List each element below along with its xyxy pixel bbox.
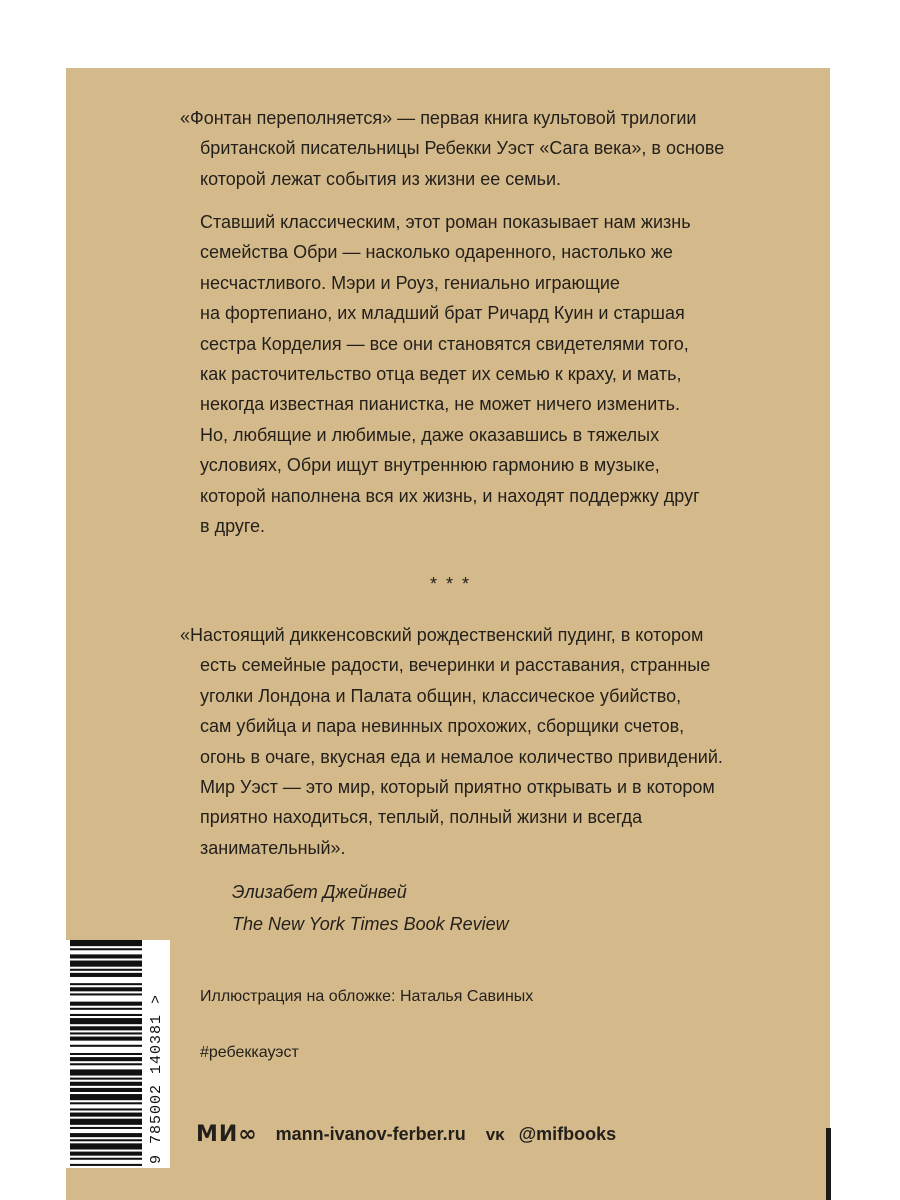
barcode-bar: [70, 1026, 142, 1030]
text-line: уголки Лондона и Палата общин, классическое убийство,: [200, 685, 682, 706]
barcode-bar: [70, 948, 142, 950]
text-line: занимательный».: [200, 837, 346, 858]
barcode-bar: [70, 969, 142, 971]
barcode-bar: [70, 1063, 142, 1065]
text-line: Мир Уэст — это мир, который приятно открывать и в котором: [200, 777, 715, 798]
vk-icon[interactable]: ᴠᴋ: [485, 1124, 505, 1144]
quote-source: The New York Times Book Review: [232, 914, 509, 934]
publisher-website[interactable]: mann-ivanov-ferber.ru: [275, 1124, 466, 1144]
barcode-bar: [70, 1045, 142, 1047]
text-line: семейства Обри — насколько одаренного, настолько же: [200, 242, 673, 263]
text-line: британской писательницы Ребекки Уэст «Сага века», в основе: [200, 138, 725, 159]
barcode-bar: [70, 1032, 142, 1034]
quote-attribution: [232, 876, 509, 940]
barcode-bar: [70, 983, 142, 985]
barcode-bar: [70, 1152, 142, 1156]
text-line: на фортепиано, их младший брат Ричард Куин и старшая: [200, 303, 685, 324]
barcode-bar: [70, 1057, 142, 1061]
publisher-logo: МИ∞: [196, 1122, 258, 1147]
barcode-bar: [70, 940, 142, 946]
text-line: которой наполнена вся их жизнь, и находят поддержку друг: [200, 485, 700, 506]
barcode-bar: [70, 1008, 142, 1010]
text-line: огонь в очаге, вкусная еда и немалое количество привидений.: [200, 746, 723, 767]
barcode-bar: [70, 1069, 142, 1075]
text-line: условиях, Обри ищут внутреннюю гармонию в музыке,: [200, 455, 660, 476]
barcode-bar: [70, 1102, 142, 1104]
barcode-bar: [70, 1053, 142, 1055]
text-line: сестра Корделия — все они становятся свидетелями того,: [200, 333, 689, 354]
summary-paragraph: [180, 207, 780, 541]
text-line: сам убийца и пара невинных прохожих, сборщики счетов,: [200, 716, 685, 737]
barcode-bar: [70, 993, 142, 995]
text-line: некогда известная пианистка, не может ничего изменить.: [200, 394, 680, 415]
barcode-bar: [70, 1127, 142, 1129]
text-line: в друге.: [200, 516, 266, 537]
text-line: «Настоящий диккенсовский рождественский пудинг, в котором: [180, 625, 704, 645]
barcode-bar: [70, 1014, 142, 1016]
barcode-bar: [70, 1018, 142, 1024]
barcode-bar: [70, 1139, 142, 1141]
barcode-bar: [70, 1078, 142, 1080]
barcode-bar: [70, 1119, 142, 1125]
barcode-bar: [70, 1088, 142, 1092]
barcode-bar: [70, 973, 142, 977]
barcode-bar: [70, 1133, 142, 1137]
text-line: Но, любящие и любимые, даже оказавшись в тяжелых: [200, 424, 660, 445]
spine-edge: [826, 1128, 831, 1200]
text-line: которой лежат события из жизни ее семьи.: [200, 168, 562, 189]
barcode-bar: [70, 1082, 142, 1086]
barcode-bar: [70, 1143, 142, 1149]
barcode-bar: [70, 954, 142, 958]
barcode-bar: [70, 1037, 142, 1041]
review-quote: [180, 620, 780, 863]
quote-author: Элизабет Джейнвей: [232, 882, 407, 902]
barcode-bar: [70, 1094, 142, 1100]
barcode-bar: [70, 1158, 142, 1160]
text-line: есть семейные радости, вечеринки и расставания, странные: [200, 655, 711, 676]
text-line: Ставший классическим, этот роман показывает нам жизнь: [200, 212, 691, 232]
text-line: как расточительство отца ведет их семью к краху, и мать,: [200, 364, 682, 385]
text-line: приятно находиться, теплый, полный жизни и всегда: [200, 807, 643, 828]
barcode-bar: [70, 1113, 142, 1117]
illustration-credit: Иллюстрация на обложке: Наталья Савиных: [200, 988, 534, 1005]
barcode-bar: [70, 961, 142, 967]
barcode-bar: [70, 1108, 142, 1110]
barcode-bars: [66, 940, 146, 1168]
isbn-digits: 9 785002 140381 >: [148, 993, 165, 1164]
barcode-bar: [70, 987, 142, 991]
social-handle[interactable]: @mifbooks: [518, 1124, 617, 1144]
text-line: «Фонтан переполняется» — первая книга культовой трилогии: [180, 108, 697, 128]
hashtag: #ребеккауэст: [200, 1044, 299, 1061]
barcode-bar: [70, 1164, 142, 1166]
section-separator: * * *: [430, 574, 472, 594]
text-line: несчастливого. Мэри и Роуз, гениально играющие: [200, 272, 620, 293]
description-paragraph: [180, 103, 780, 194]
publisher-footer: [196, 1122, 616, 1147]
barcode-bar: [70, 1002, 142, 1006]
